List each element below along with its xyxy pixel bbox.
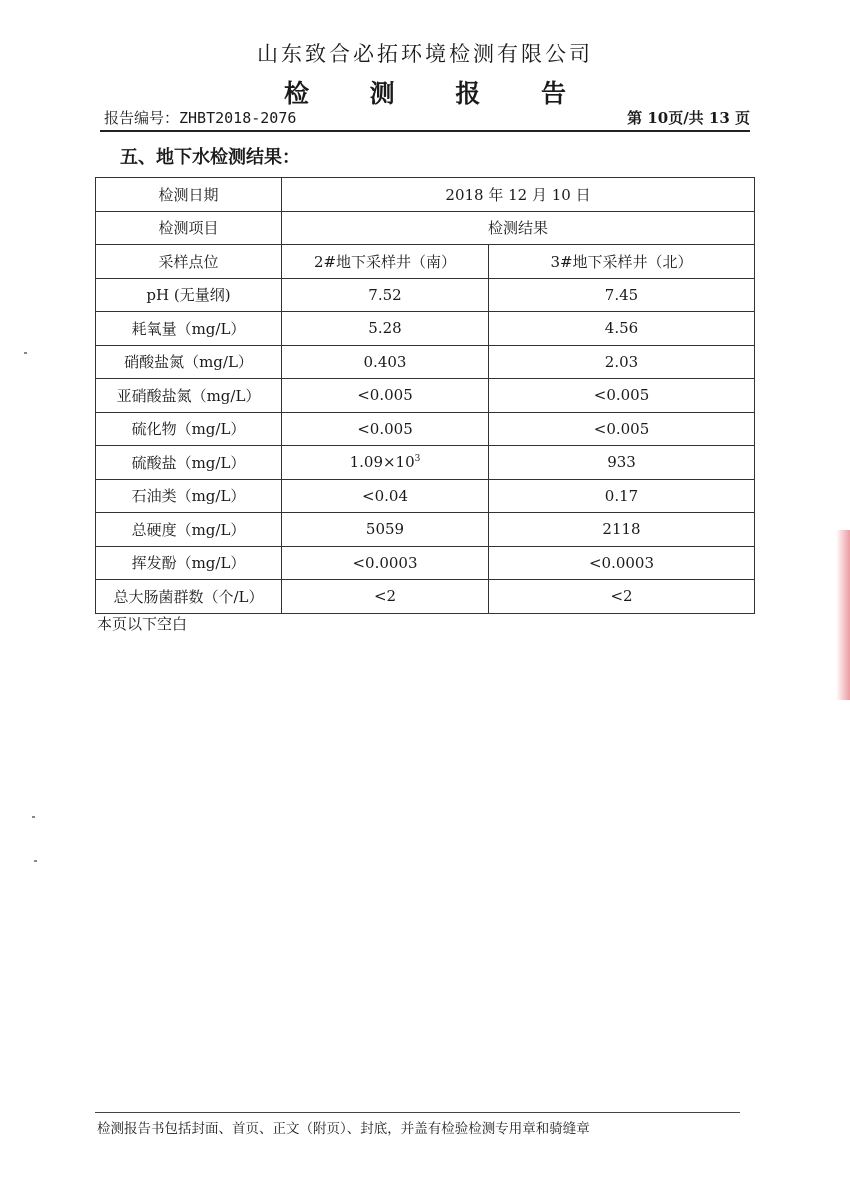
page-indicator: 第 10页/共 13 页 (627, 109, 750, 127)
table-row-date (96, 178, 755, 212)
site-north: 3#地下采样井（北） (489, 245, 755, 279)
value-south: <0.04 (282, 479, 489, 513)
result-label: 检测结果 (282, 211, 755, 245)
site-south: 2#地下采样井（南） (282, 245, 489, 279)
item-name: pH (无量纲) (96, 278, 282, 312)
item-label: 检测项目 (96, 211, 282, 245)
value-exponent: 3 (414, 454, 421, 465)
table-row (96, 580, 755, 614)
table-row (96, 479, 755, 513)
results-table (95, 177, 755, 614)
item-name: 亚硝酸盐氮（mg/L） (96, 379, 282, 413)
item-name: 硫化物（mg/L） (96, 412, 282, 446)
value-north: <0.005 (489, 379, 755, 413)
item-name: 耗氧量（mg/L） (96, 312, 282, 346)
scan-speck (34, 860, 37, 862)
scan-speck (32, 816, 35, 818)
item-name: 总大肠菌群数（个/L） (96, 580, 282, 614)
value-north: 2118 (489, 513, 755, 547)
value-south: 5.28 (282, 312, 489, 346)
value-south: 7.52 (282, 278, 489, 312)
header-divider (100, 130, 750, 132)
value-north: 2.03 (489, 345, 755, 379)
value-south: <0.005 (282, 412, 489, 446)
document-title: 检 测 报 告 (283, 79, 593, 108)
value-south (282, 446, 489, 480)
value-south: <2 (282, 580, 489, 614)
value-south: 0.403 (282, 345, 489, 379)
section-heading: 五、地下水检测结果： (120, 147, 300, 168)
value-mantissa: 1.09×10 (349, 453, 415, 472)
value-north: <0.0003 (489, 546, 755, 580)
footer-note: 检测报告书包括封面、首页、正文（附页）、封底，并盖有检验检测专用章和骑缝章 (97, 1121, 590, 1137)
date-value: 2018 年 12 月 10 日 (282, 178, 755, 212)
item-name: 挥发酚（mg/L） (96, 546, 282, 580)
item-name: 石油类（mg/L） (96, 479, 282, 513)
table-row-item-header (96, 211, 755, 245)
value-north: <0.005 (489, 412, 755, 446)
table-row (96, 379, 755, 413)
value-south: <0.0003 (282, 546, 489, 580)
company-name: 山东致合必拓环境检测有限公司 (257, 42, 593, 66)
value-north: 7.45 (489, 278, 755, 312)
value-south: <0.005 (282, 379, 489, 413)
blank-below-note: 本页以下空白 (97, 615, 188, 633)
value-north: 4.56 (489, 312, 755, 346)
date-label: 检测日期 (96, 178, 282, 212)
value-south: 5059 (282, 513, 489, 547)
seam-seal-fragment (836, 530, 850, 700)
table-row (96, 345, 755, 379)
value-north: <2 (489, 580, 755, 614)
value-north: 933 (489, 446, 755, 480)
table-row (96, 412, 755, 446)
footer-divider (95, 1112, 740, 1113)
scan-speck (24, 352, 27, 354)
table-row (96, 312, 755, 346)
item-name: 总硬度（mg/L） (96, 513, 282, 547)
report-number: 报告编号：ZHBT2018-2076 (104, 109, 297, 127)
value-north: 0.17 (489, 479, 755, 513)
table-row (96, 278, 755, 312)
table-row (96, 513, 755, 547)
site-label: 采样点位 (96, 245, 282, 279)
table-row (96, 446, 755, 480)
table-row-sites (96, 245, 755, 279)
item-name: 硝酸盐氮（mg/L） (96, 345, 282, 379)
item-name: 硫酸盐（mg/L） (96, 446, 282, 480)
table-row (96, 546, 755, 580)
